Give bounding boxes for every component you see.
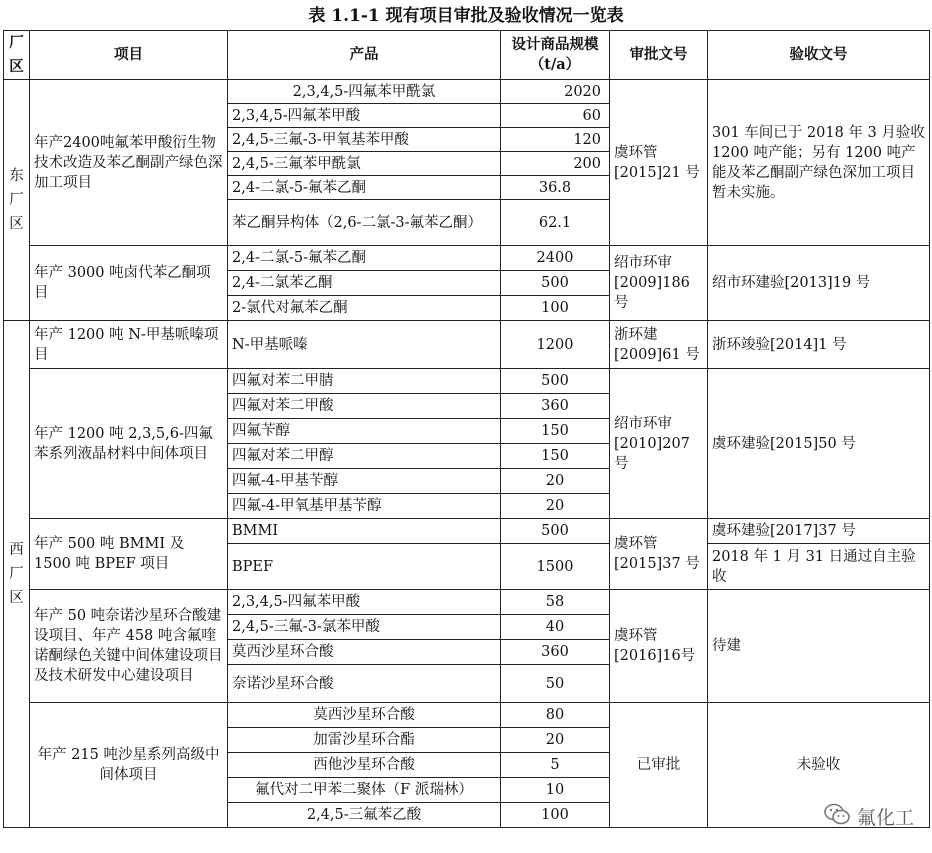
project-cell: 年产 3000 吨卤代苯乙酮项目 — [30, 246, 228, 321]
header-project: 项目 — [30, 31, 228, 80]
table-title: 表 1.1-1 现有项目审批及验收情况一览表 — [308, 6, 624, 26]
zone-west: 西 厂 区 — [4, 321, 30, 828]
capacity-cell: 360 — [501, 640, 610, 665]
capacity-cell: 5 — [501, 753, 610, 778]
product-cell: 四氟-4-甲氧基甲基苄醇 — [228, 494, 501, 519]
capacity-cell: 80 — [501, 703, 610, 728]
capacity-cell: 1200 — [501, 321, 610, 369]
approval-cell: 虞环管[2015]21 号 — [610, 80, 708, 246]
capacity-cell: 40 — [501, 615, 610, 640]
product-cell: 2,4,5-三氟-3-氯苯甲酸 — [228, 615, 501, 640]
project-cell: 年产 1200 吨 2,3,5,6-四氟苯系列液晶材料中间体项目 — [30, 369, 228, 519]
table-row — [4, 519, 930, 544]
acceptance-cell: 虞环建验[2015]50 号 — [708, 369, 930, 519]
capacity-cell: 58 — [501, 590, 610, 615]
project-cell: 年产 500 吨 BMMI 及 1500 吨 BPEF 项目 — [30, 519, 228, 590]
approval-cell: 绍市环审[2010]207 号 — [610, 369, 708, 519]
product-cell: BMMI — [228, 519, 501, 544]
product-cell: N-甲基哌嗪 — [228, 321, 501, 369]
capacity-cell: 500 — [501, 271, 610, 296]
header-capacity — [501, 31, 610, 80]
capacity-cell: 200 — [501, 152, 610, 176]
capacity-cell: 500 — [501, 519, 610, 544]
product-cell: 2,3,4,5-四氟苯甲酰氯 — [228, 80, 501, 104]
header-row — [4, 31, 930, 80]
table-row — [4, 321, 930, 369]
capacity-cell: 1500 — [501, 544, 610, 590]
product-cell: 2-氯代对氟苯乙酮 — [228, 296, 501, 321]
capacity-cell: 120 — [501, 128, 610, 152]
product-cell: 莫西沙星环合酸 — [228, 703, 501, 728]
watermark — [823, 802, 914, 831]
project-cell: 年产 1200 吨 N-甲基哌嗪项目 — [30, 321, 228, 369]
product-cell: 西他沙星环合酸 — [228, 753, 501, 778]
capacity-cell: 2400 — [501, 246, 610, 271]
project-cell: 年产 50 吨奈诺沙星环合酸建设项目、年产 458 吨含氟喹诺酮绿色关键中间体建设项目及技术研发中心建设项目 — [30, 590, 228, 703]
header-zone: 厂 区 — [4, 31, 30, 80]
capacity-cell: 100 — [501, 296, 610, 321]
product-cell: 氟代对二甲苯二聚体（F 派瑞林） — [228, 778, 501, 803]
product-cell: 2,4-二氯-5-氟苯乙酮 — [228, 176, 501, 200]
capacity-cell: 60 — [501, 104, 610, 128]
capacity-cell: 100 — [501, 803, 610, 828]
capacity-cell: 10 — [501, 778, 610, 803]
project-approval-table — [3, 30, 930, 828]
product-cell: 2,3,4,5-四氟苯甲酸 — [228, 590, 501, 615]
product-cell: 奈诺沙星环合酸 — [228, 665, 501, 703]
product-cell: 四氟对苯二甲腈 — [228, 369, 501, 394]
product-cell: 莫西沙星环合酸 — [228, 640, 501, 665]
capacity-cell: 20 — [501, 728, 610, 753]
product-cell: 2,4-二氯-5-氟苯乙酮 — [228, 246, 501, 271]
table-row — [4, 703, 930, 728]
capacity-cell: 360 — [501, 394, 610, 419]
table-row — [4, 80, 930, 104]
product-cell: 2,3,4,5-四氟苯甲酸 — [228, 104, 501, 128]
header-capacity-line1: 设计商品规模 — [511, 36, 599, 53]
acceptance-cell: 虞环建验[2017]37 号 — [708, 519, 930, 544]
approval-cell: 浙环建[2009]61 号 — [610, 321, 708, 369]
approval-cell: 虞环管[2015]37 号 — [610, 519, 708, 590]
table-row — [4, 246, 930, 271]
table-row — [4, 590, 930, 615]
approval-cell: 已审批 — [610, 703, 708, 828]
product-cell: 2,4,5-三氟苯乙酸 — [228, 803, 501, 828]
product-cell: 四氟苄醇 — [228, 419, 501, 444]
approval-cell: 虞环管[2016]16号 — [610, 590, 708, 703]
project-cell: 年产 215 吨沙星系列高级中间体项目 — [30, 703, 228, 828]
header-capacity-line2: （t/a） — [529, 56, 581, 73]
approval-cell: 绍市环审[2009]186 号 — [610, 246, 708, 321]
capacity-cell: 150 — [501, 419, 610, 444]
acceptance-cell: 未验收 — [708, 703, 930, 828]
acceptance-cell: 绍市环建验[2013]19 号 — [708, 246, 930, 321]
product-cell: 2,4-二氯苯乙酮 — [228, 271, 501, 296]
wechat-icon — [823, 802, 857, 831]
capacity-cell: 62.1 — [501, 200, 610, 246]
acceptance-cell: 浙环竣验[2014]1 号 — [708, 321, 930, 369]
header-acceptance: 验收文号 — [708, 31, 930, 80]
capacity-cell: 20 — [501, 469, 610, 494]
zone-east: 东 厂 区 — [4, 80, 30, 321]
acceptance-cell: 301 车间已于 2018 年 3 月验收 1200 吨产能；另有 1200 吨产能及苯乙酮副产绿色深加工项目暂未实施。 — [708, 80, 930, 246]
header-product: 产品 — [228, 31, 501, 80]
project-cell: 年产2400吨氟苯甲酸衍生物技术改造及苯乙酮副产绿色深加工项目 — [30, 80, 228, 246]
capacity-cell: 36.8 — [501, 176, 610, 200]
capacity-cell: 2020 — [501, 80, 610, 104]
product-cell: 四氟-4-甲基苄醇 — [228, 469, 501, 494]
capacity-cell: 150 — [501, 444, 610, 469]
product-cell: BPEF — [228, 544, 501, 590]
capacity-cell: 500 — [501, 369, 610, 394]
product-cell: 2,4,5-三氟苯甲酰氯 — [228, 152, 501, 176]
acceptance-cell: 待建 — [708, 590, 930, 703]
table-row — [4, 369, 930, 394]
watermark-text: 氟化工 — [856, 807, 914, 829]
capacity-cell: 50 — [501, 665, 610, 703]
product-cell: 四氟对苯二甲醇 — [228, 444, 501, 469]
header-approval: 审批文号 — [610, 31, 708, 80]
product-cell: 苯乙酮异构体（2,6-二氯-3-氟苯乙酮） — [228, 200, 501, 246]
capacity-cell: 20 — [501, 494, 610, 519]
product-cell: 四氟对苯二甲酸 — [228, 394, 501, 419]
acceptance-cell: 2018 年 1 月 31 日通过自主验收 — [708, 544, 930, 590]
product-cell: 2,4,5-三氟-3-甲氧基苯甲酸 — [228, 128, 501, 152]
product-cell: 加雷沙星环合酯 — [228, 728, 501, 753]
